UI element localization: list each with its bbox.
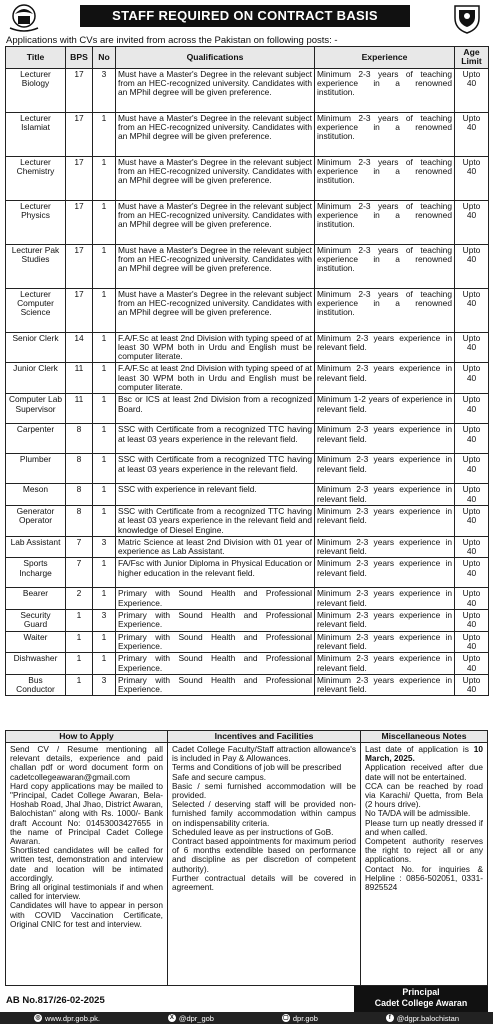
post-title: Plumber (6, 454, 66, 484)
post-title: Junior Clerk (6, 363, 66, 394)
table-row (6, 200, 489, 244)
table-row (6, 244, 489, 288)
banner-title: STAFF REQUIRED ON CONTRACT BASIS (80, 5, 410, 27)
post-title: Security Guard (6, 610, 66, 632)
experience: Minimum 2-3 years experience in relevant field. (315, 610, 455, 632)
table-row (6, 653, 489, 675)
post-count: 1 (93, 454, 116, 484)
table-row (6, 536, 489, 558)
ad-number: AB No.817/26-02-2025 (6, 995, 105, 1006)
qualification: SSC with Certificate from a recognized TTC having at least 03 years experience in the relevant field. (116, 454, 315, 484)
experience: Minimum 2-3 years experience in relevant field. (315, 505, 455, 536)
x-icon: X (169, 1015, 174, 1021)
paragraph: Terms and Conditions of job will be prescribed (172, 762, 342, 773)
qualification: Must have a Master's Degree in the relevant subject from an HEC-recognized university. Candidates with an MPhil degree will be given preference. (116, 244, 315, 288)
bps-value: 1 (66, 631, 93, 653)
bps-value: 14 (66, 332, 93, 363)
post-title: Lecturer Pak Studies (6, 244, 66, 288)
table-row (6, 558, 489, 588)
bps-value: 17 (66, 156, 93, 200)
qualification: Must have a Master's Degree in the relevant subject from an HEC-recognized university. Candidates with an MPhil degree will be given preference. (116, 112, 315, 156)
bps-value: 7 (66, 536, 93, 558)
age-limit: Upto 40 (455, 536, 489, 558)
post-title: Lecturer Computer Science (6, 288, 66, 332)
qualification: F.A/F.Sc at least 2nd Division with typing speed of at least 30 WPM both in Urdu and English must be computer literate. (116, 363, 315, 394)
bps-value: 11 (66, 394, 93, 424)
table-row (6, 394, 489, 424)
table-row (6, 631, 489, 653)
bps-value: 17 (66, 68, 93, 112)
column-header: Title (6, 47, 66, 69)
post-count: 1 (93, 244, 116, 288)
experience: Minimum 2-3 years experience in relevant field. (315, 674, 455, 696)
post-title: Meson (6, 484, 66, 506)
experience: Minimum 2-3 years experience in relevant field. (315, 653, 455, 675)
bps-value: 17 (66, 112, 93, 156)
post-count: 1 (93, 424, 116, 454)
experience: Minimum 1-2 years of experience in relevant field. (315, 394, 455, 424)
social-link[interactable] (386, 1014, 459, 1023)
last-date: 10 March, 2025. (365, 744, 483, 764)
social-handle: www.dpr.gob.pk. (44, 1013, 100, 1023)
experience: Minimum 2-3 years experience in relevant field. (315, 332, 455, 363)
experience: Minimum 2-3 years experience in relevant field. (315, 588, 455, 610)
posts-table (5, 46, 489, 696)
experience: Minimum 2-3 years of teaching experience in a renowned institution. (315, 68, 455, 112)
section-heading: How to Apply (6, 731, 167, 743)
age-limit: Upto 40 (455, 244, 489, 288)
incentives-section (168, 731, 361, 985)
qualification: Primary with Sound Health and Professional Experience. (116, 653, 315, 675)
table-row (6, 505, 489, 536)
post-count: 1 (93, 588, 116, 610)
signatory-institution: Cadet College Awaran (374, 998, 468, 1008)
post-count: 1 (93, 288, 116, 332)
post-title: Lecturer Physics (6, 200, 66, 244)
social-handle: @dgpr.balochistan (396, 1013, 460, 1023)
age-limit: Upto 40 (455, 332, 489, 363)
column-header: Qualifications (116, 47, 315, 69)
column-header: Age Limit (455, 47, 489, 69)
column-header: No (93, 47, 116, 69)
post-title: Dishwasher (6, 653, 66, 675)
age-limit: Upto 40 (455, 653, 489, 675)
bps-value: 1 (66, 653, 93, 675)
experience: Minimum 2-3 years experience in relevant field. (315, 424, 455, 454)
paragraph: Safe and secure campus. (172, 771, 267, 782)
table-row (6, 332, 489, 363)
experience: Minimum 2-3 years experience in relevant field. (315, 454, 455, 484)
post-title: Lecturer Islamiat (6, 112, 66, 156)
age-limit: Upto 40 (455, 363, 489, 394)
social-handle: @dpr_gob (178, 1013, 214, 1023)
age-limit: Upto 40 (455, 484, 489, 506)
age-limit: Upto 40 (455, 156, 489, 200)
post-title: Senior Clerk (6, 332, 66, 363)
post-count: 1 (93, 653, 116, 675)
experience: Minimum 2-3 years of teaching experience in a renowned institution. (315, 112, 455, 156)
social-handle: dpr.gob (292, 1013, 318, 1023)
paragraph: Application received after due date will not be entertained. (365, 762, 483, 782)
column-header: BPS (66, 47, 93, 69)
post-title: Bus Conductor (6, 674, 66, 696)
post-count: 3 (93, 68, 116, 112)
paragraph: Scheduled leave as per instructions of GoB. (172, 826, 334, 837)
bps-value: 8 (66, 484, 93, 506)
post-title: Sports Incharge (6, 558, 66, 588)
post-count: 1 (93, 363, 116, 394)
qualification: SSC with Certificate from a recognized TTC having at least 03 years experience in the relevant field. (116, 424, 315, 454)
paragraph: Further contractual details will be covered in agreement. (172, 872, 356, 893)
age-limit: Upto 40 (455, 588, 489, 610)
bps-value: 11 (66, 363, 93, 394)
table-row (6, 588, 489, 610)
table-row (6, 424, 489, 454)
last-date-note: Last date of application is 10 March, 2025. (365, 744, 483, 764)
experience: Minimum 2-3 years experience in relevant field. (315, 631, 455, 653)
section-heading: Incentives and Facilities (168, 731, 360, 743)
age-limit: Upto 40 (455, 394, 489, 424)
paragraph: Cadet College Faculty/Staff attraction allowance's is included in Pay & Allowances. (172, 744, 356, 764)
paragraph: Bring all original testimonials if and when called for interview. (10, 882, 163, 902)
paragraph: Shortlisted candidates will be called for written test, demonstration and interview date and location will be intimated accordingly. (10, 845, 163, 883)
qualification: Primary with Sound Health and Professional Experience. (116, 588, 315, 610)
college-crest-icon (449, 2, 485, 34)
post-title: Bearer (6, 588, 66, 610)
social-link[interactable] (34, 1014, 100, 1023)
paragraph: Competent authority reserves the right to reject all or any applications. (365, 836, 483, 865)
table-row (6, 484, 489, 506)
age-limit: Upto 40 (455, 610, 489, 632)
experience: Minimum 2-3 years of teaching experience in a renowned institution. (315, 200, 455, 244)
age-limit: Upto 40 (455, 200, 489, 244)
experience: Minimum 2-3 years of teaching experience in a renowned institution. (315, 244, 455, 288)
post-count: 1 (93, 505, 116, 536)
bps-value: 1 (66, 674, 93, 696)
experience: Minimum 2-3 years experience in relevant field. (315, 363, 455, 394)
paragraph: Basic / semi furnished accommodation will be provided. (172, 780, 356, 801)
info-panel (5, 730, 488, 986)
post-count: 1 (93, 631, 116, 653)
table-row (6, 68, 489, 112)
bps-value: 8 (66, 505, 93, 536)
table-row (6, 610, 489, 632)
table-row (6, 363, 489, 394)
age-limit: Upto 40 (455, 454, 489, 484)
post-count: 3 (93, 674, 116, 696)
post-count: 1 (93, 112, 116, 156)
post-title: Lab Assistant (6, 536, 66, 558)
post-count: 3 (93, 610, 116, 632)
post-count: 1 (93, 200, 116, 244)
experience: Minimum 2-3 years of teaching experience in a renowned institution. (315, 288, 455, 332)
bps-value: 1 (66, 610, 93, 632)
intro-text: Applications with CVs are invited from across the Pakistan on following posts: - (6, 35, 338, 46)
facebook-icon: f (386, 1014, 394, 1022)
signature-block (354, 986, 488, 1012)
paragraph: Contact No. for inquiries & Helpline : 0856-502051, 0331-8925524 (365, 863, 483, 893)
age-limit: Upto 40 (455, 631, 489, 653)
social-footer (0, 1012, 493, 1024)
bps-value: 7 (66, 558, 93, 588)
paragraph: Selected / deserving staff will be provided non-furnished family accommodation within campus on indispensability criteria. (172, 799, 356, 828)
table-row (6, 674, 489, 696)
post-title: Waiter (6, 631, 66, 653)
post-count: 3 (93, 536, 116, 558)
table-row (6, 112, 489, 156)
post-count: 1 (93, 332, 116, 363)
paragraph: Please turn up neatly dressed if and when called. (365, 817, 483, 837)
bps-value: 2 (66, 588, 93, 610)
experience: Minimum 2-3 years of teaching experience in a renowned institution. (315, 156, 455, 200)
table-header-row (6, 47, 489, 69)
bps-value: 17 (66, 288, 93, 332)
section-heading: Miscellaneous Notes (361, 731, 487, 743)
age-limit: Upto 40 (455, 288, 489, 332)
paragraph: Contract based appointments for maximum period of 6 months extendible based on performance and discipline as per discretion of competent authority). (172, 836, 357, 874)
government-emblem-icon (6, 2, 42, 34)
age-limit: Upto 40 (455, 112, 489, 156)
paragraph: Send CV / Resume mentioning all relevant details, experience and paid challan pdf or word document form on cadetcollegeawaran@gmail.com (10, 744, 163, 782)
post-title: Lecturer Biology (6, 68, 66, 112)
qualification: Matric Science at least 2nd Division with 01 year of experience as Lab Assistant. (116, 536, 315, 558)
qualification: Primary with Sound Health and Professional Experience. (116, 631, 315, 653)
experience: Minimum 2-3 years experience in relevant field. (315, 484, 455, 506)
age-limit: Upto 40 (455, 68, 489, 112)
how-to-apply-section (6, 731, 168, 985)
post-count: 1 (93, 558, 116, 588)
post-title: Carpenter (6, 424, 66, 454)
age-limit: Upto 40 (455, 505, 489, 536)
qualification: Bsc or ICS at least 2nd Division from a recognized Board. (116, 394, 315, 424)
misc-notes-section (361, 731, 487, 985)
bps-value: 8 (66, 424, 93, 454)
age-limit: Upto 40 (455, 558, 489, 588)
post-title: Generator Operator (6, 505, 66, 536)
qualification: FA/Fsc with Junior Diploma in Physical Education or higher education in the relevant field. (116, 558, 315, 588)
age-limit: Upto 40 (455, 674, 489, 696)
instagram-icon: ▢ (283, 1015, 289, 1021)
bps-value: 17 (66, 244, 93, 288)
bps-value: 8 (66, 454, 93, 484)
column-header: Experience (315, 47, 455, 69)
qualification: Primary with Sound Health and Professional Experience. (116, 610, 315, 632)
post-count: 1 (93, 156, 116, 200)
table-row (6, 156, 489, 200)
qualification: SSC with Certificate from a recognized TTC having at least 03 years experience in the relevant field and knowledge of Diesel Engine. (116, 505, 315, 536)
post-count: 1 (93, 394, 116, 424)
social-link[interactable] (282, 1014, 318, 1023)
post-title: Computer Lab Supervisor (6, 394, 66, 424)
qualification: Must have a Master's Degree in the relevant subject from an HEC-recognized university. Candidates with an MPhil degree will be given preference. (116, 200, 315, 244)
experience: Minimum 2-3 years experience in relevant field. (315, 536, 455, 558)
bps-value: 17 (66, 200, 93, 244)
age-limit: Upto 40 (455, 424, 489, 454)
qualification: Must have a Master's Degree in the relevant subject from an HEC-recognized university. Candidates with an MPhil degree will be given preference. (116, 156, 315, 200)
paragraph: No TA/DA will be admissible. (365, 808, 471, 819)
social-link[interactable] (168, 1014, 214, 1023)
qualification: SSC with experience in relevant field. (116, 484, 315, 506)
table-row (6, 454, 489, 484)
paragraph: Candidates will have to appear in person with COVID Vaccination Certificate, Original CNIC for test and interview. (10, 900, 163, 929)
globe-icon: ◎ (35, 1015, 41, 1021)
signatory-title: Principal (402, 987, 440, 997)
qualification: Must have a Master's Degree in the relevant subject from an HEC-recognized university. Candidates with an MPhil degree will be given preference. (116, 68, 315, 112)
qualification: Primary with Sound Health and Professional Experience. (116, 674, 315, 696)
table-row (6, 288, 489, 332)
post-count: 1 (93, 484, 116, 506)
paragraph: Hard copy applications may be mailed to "Principal, Cadet College Awaran, Bela-Hoshab Road, Jhal Jhao, District Awaran, Balochistan" along with Rs. 1000/- Bank draft Account No: 01453003427655 in the name of Principal Cadet College Awaran. (10, 780, 163, 847)
experience: Minimum 2-3 years experience in relevant field. (315, 558, 455, 588)
qualification: Must have a Master's Degree in the relevant subject from an HEC-recognized university. Candidates with an MPhil degree will be given preference. (116, 288, 315, 332)
header (0, 0, 493, 36)
post-title: Lecturer Chemistry (6, 156, 66, 200)
qualification: F.A/F.Sc at least 2nd Division with typing speed of at least 30 WPM both in Urdu and English must be computer literate. (116, 332, 315, 363)
paragraph: CCA can be reached by road via Karachi/ Quetta, from Bela (2 hours drive). (365, 780, 483, 810)
